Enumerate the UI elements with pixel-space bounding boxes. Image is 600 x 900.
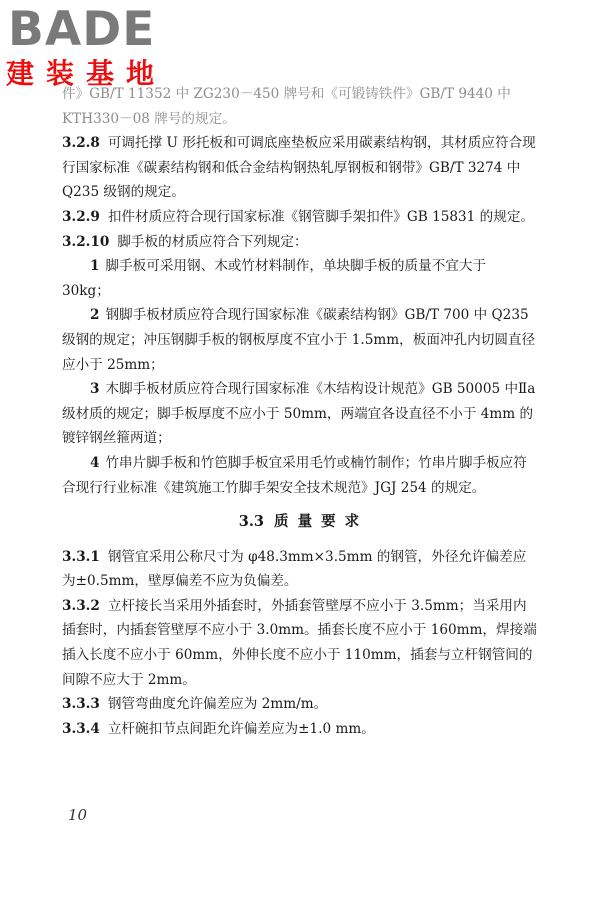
list-item-4 (62, 451, 538, 500)
item-text: 木脚手板材质应符合现行国家标准《木结构设计规范》GB 50005 中Ⅱa 级材质的规定；脚手板厚度不应小于 50mm，两端宜各设直径不小于 4mm 的镀锌钢丝箍两道； (62, 381, 536, 447)
clause-text: 立杆接长当采用外插套时，外插套管壁厚不应小于 3.5mm；当采用内插套时，内插套管壁厚不应小于 3.0mm。插套长度不应小于 160mm，焊接端插入长度不应小于 60mm，外伸长度不应小于 110mm，插套与立杆钢管间的间隙不应大于 2mm。 (62, 597, 537, 688)
clause-text: 脚手板的材质应符合下列规定： (117, 233, 308, 250)
item-number: 3 (90, 381, 100, 398)
clause-text: 立杆碗扣节点间距允许偏差应为±1.0 mm。 (107, 720, 375, 737)
clause-3-3-3 (62, 692, 538, 717)
list-item-1 (62, 254, 538, 303)
item-text: 钢脚手板材质应符合现行国家标准《碳素结构钢》GB/T 700 中 Q235 级钢的规定；冲压钢脚手板的钢板厚度不宜小于 1.5mm，板面冲孔内切圆直径应小于 25mm； (62, 307, 536, 373)
clause-3-3-2 (62, 594, 538, 692)
paragraph-continued (62, 82, 538, 131)
clause-text: 扣件材质应符合现行国家标准《钢管脚手架扣件》GB 15831 的规定。 (107, 208, 535, 225)
clause-3-2-9 (62, 205, 538, 230)
clause-3-3-4 (62, 717, 538, 742)
list-item-3 (62, 377, 538, 451)
clause-number: 3.3.3 (62, 696, 100, 713)
item-text: 脚手板可采用钢、木或竹材料制作，单块脚手板的质量不宜大于 30kg； (62, 258, 487, 299)
clause-number: 3.3.4 (62, 720, 100, 737)
clause-text: 可调托撑 U 形托板和可调底座垫板应采用碳素结构钢，其材质应符合现行国家标准《碳素结构钢和低合金结构钢热轧厚钢板和钢带》GB/T 3274 中 Q235 级钢的规定。 (62, 135, 536, 201)
clause-number: 3.2.10 (62, 233, 110, 250)
clause-3-3-1 (62, 545, 538, 594)
continued-text: 件》GB/T 11352 中 ZG230－450 牌号和《可锻铸铁件》GB/T 9440 中 KTH330－08 牌号的规定。 (62, 86, 511, 127)
section-number: 3.3 (238, 513, 265, 531)
document-body (62, 82, 538, 741)
section-title: 质 量 要 求 (274, 513, 362, 531)
clause-3-2-8 (62, 131, 538, 205)
clause-number: 3.3.1 (62, 548, 100, 565)
clause-number: 3.2.9 (62, 208, 100, 225)
logo-cn-text: 建装基地 (6, 57, 167, 90)
list-item-2 (62, 303, 538, 377)
logo-brand: BADE (8, 2, 156, 57)
section-heading (62, 510, 538, 535)
clause-number: 3.2.8 (62, 135, 100, 152)
item-number: 1 (90, 258, 100, 275)
clause-number: 3.3.2 (62, 597, 100, 614)
item-text: 竹串片脚手板和竹笆脚手板宜采用毛竹或楠竹制作；竹串片脚手板应符合现行行业标准《建筑施工竹脚手架安全技术规范》JGJ 254 的规定。 (62, 454, 527, 496)
item-number: 4 (90, 454, 100, 471)
page-number: 10 (68, 806, 88, 824)
clause-text: 钢管宜采用公称尺寸为 φ48.3mm×3.5mm 的钢管，外径允许偏差应为±0.5mm，壁厚偏差不应为负偏差。 (62, 548, 527, 590)
item-number: 2 (90, 307, 100, 324)
clause-3-2-10 (62, 230, 538, 255)
clause-text: 钢管弯曲度允许偏差应为 2mm/m。 (107, 696, 328, 713)
